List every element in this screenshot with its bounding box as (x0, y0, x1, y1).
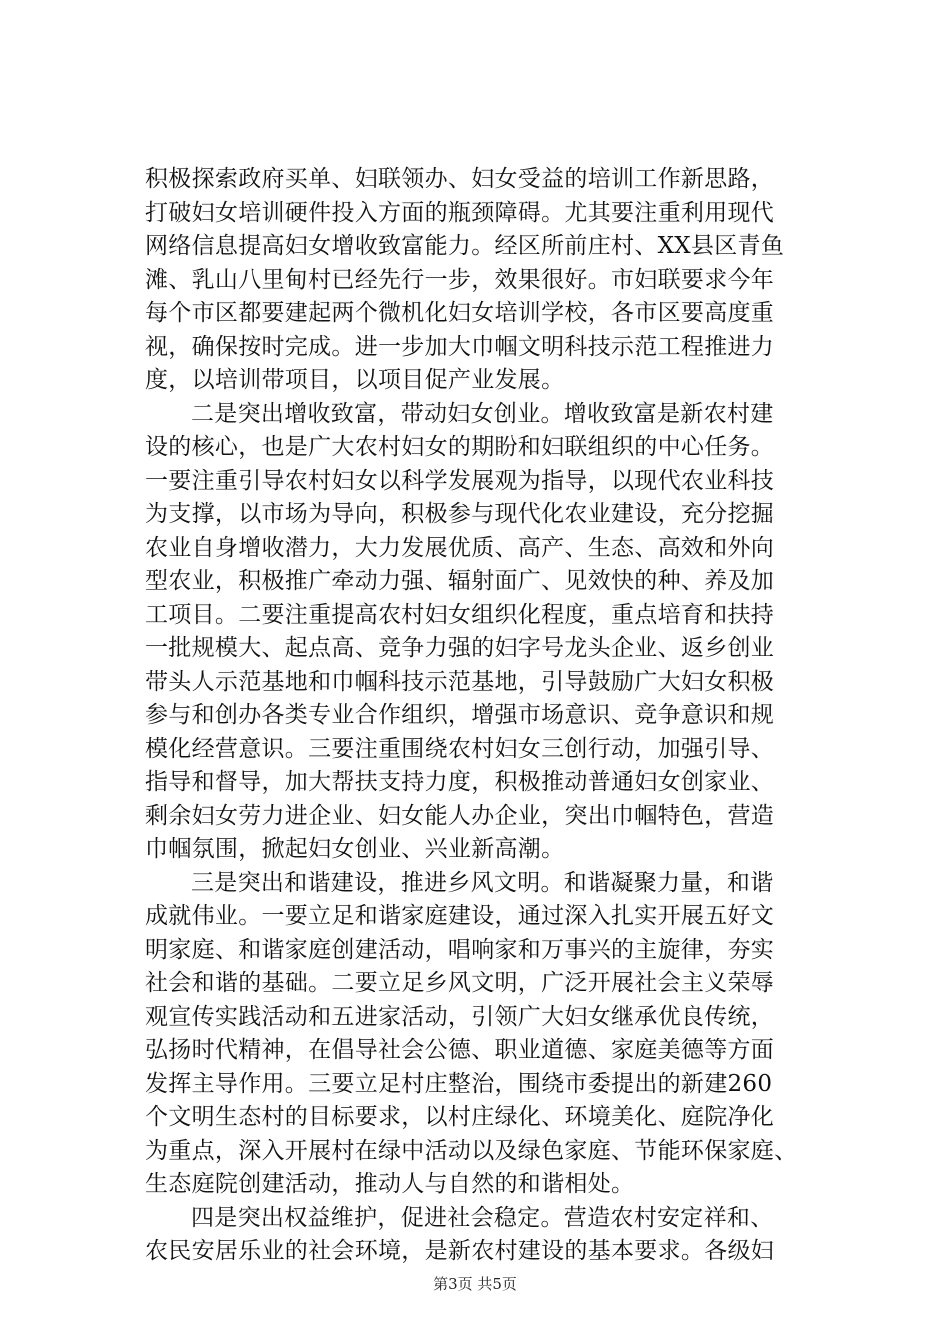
body-text (145, 163, 807, 1269)
text-line: 参与和创办各类专业合作组织，增强市场意识、竞争意识和规 (145, 702, 775, 728)
text-line: 度，以培训带项目，以项目促产业发展。 (145, 367, 565, 393)
text-line: 生态庭院创建活动，推动人与自然的和谐相处。 (145, 1171, 635, 1197)
text-line: 明家庭、和谐家庭创建活动，唱响家和万事兴的主旋律，夯实 (145, 936, 775, 963)
text-line: 观宣传实践活动和五进家活动，引领广大妇女继承优良传统， (145, 1003, 775, 1030)
text-line: 模化经营意识。三要注重围绕农村妇女三创行动，加强引导、 (145, 735, 775, 762)
page-footer: 第3页 共5页 (433, 1275, 517, 1293)
text-line: 积极探索政府买单、妇联领办、妇女受益的培训工作新思路， (145, 166, 775, 192)
paragraph-first-line: 二是突出增收致富，带动妇女创业。增收致富是新农村建 (191, 400, 774, 427)
text-line: 一批规模大、起点高、竞争力强的妇字号龙头企业、返乡创业 (145, 635, 775, 661)
text-line: 发挥主导作用。三要立足村庄整治，围绕市委提出的新建260 (145, 1070, 773, 1097)
text-line: 每个市区都要建起两个微机化妇女培训学校，各市区要高度重 (145, 300, 775, 326)
text-line: 弘扬时代精神，在倡导社会公德、职业道德、家庭美德等方面 (145, 1037, 775, 1063)
text-line: 为支撑，以市场为导向，积极参与现代化农业建设，充分挖掘 (145, 501, 775, 527)
text-line: 滩、乳山八里甸村已经先行一步，效果很好。市妇联要求今年 (145, 266, 775, 293)
text-line: 巾帼氛围，掀起妇女创业、兴业新高潮。 (145, 836, 565, 862)
text-line: 剩余妇女劳力进企业、妇女能人办企业，突出巾帼特色，营造 (145, 802, 775, 829)
text-line: 带头人示范基地和巾帼科技示范基地，引导鼓励广大妇女积极 (145, 668, 775, 695)
text-line: 一要注重引导农村妇女以科学发展观为指导，以现代农业科技 (145, 467, 775, 494)
text-line: 视，确保按时完成。进一步加大巾帼文明科技示范工程推进力 (145, 333, 775, 360)
text-line: 为重点，深入开展村在绿中活动以及绿色家庭、节能环保家庭、 (145, 1137, 798, 1164)
text-line: 农民安居乐业的社会环境，是新农村建设的基本要求。各级妇 (145, 1238, 775, 1264)
paragraph-first-line: 四是突出权益维护，促进社会稳定。营造农村安定祥和、 (191, 1204, 774, 1231)
text-line: 工项目。二要注重提高农村妇女组织化程度，重点培育和扶持 (145, 601, 775, 628)
text-line: 设的核心，也是广大农村妇女的期盼和妇联组织的中心任务。 (145, 434, 775, 460)
text-line: 成就伟业。一要立足和谐家庭建设，通过深入扎实开展五好文 (145, 903, 775, 929)
text-line: 个文明生态村的目标要求，以村庄绿化、环境美化、庭院净化 (145, 1104, 775, 1130)
text-line: 网络信息提高妇女增收致富能力。经区所前庄村、XX县区青鱼 (145, 233, 785, 259)
text-line: 打破妇女培训硬件投入方面的瓶颈障碍。尤其要注重利用现代 (145, 199, 775, 226)
text-line: 指导和督导，加大帮扶支持力度，积极推动普通妇女创家业、 (145, 769, 775, 795)
text-line: 型农业，积极推广牵动力强、辐射面广、见效快的种、养及加 (145, 568, 775, 594)
text-line: 农业自身增收潜力，大力发展优质、高产、生态、高效和外向 (145, 534, 775, 561)
paragraph-first-line: 三是突出和谐建设，推进乡风文明。和谐凝聚力量，和谐 (191, 869, 774, 896)
text-line: 社会和谐的基础。二要立足乡风文明，广泛开展社会主义荣辱 (145, 970, 775, 996)
